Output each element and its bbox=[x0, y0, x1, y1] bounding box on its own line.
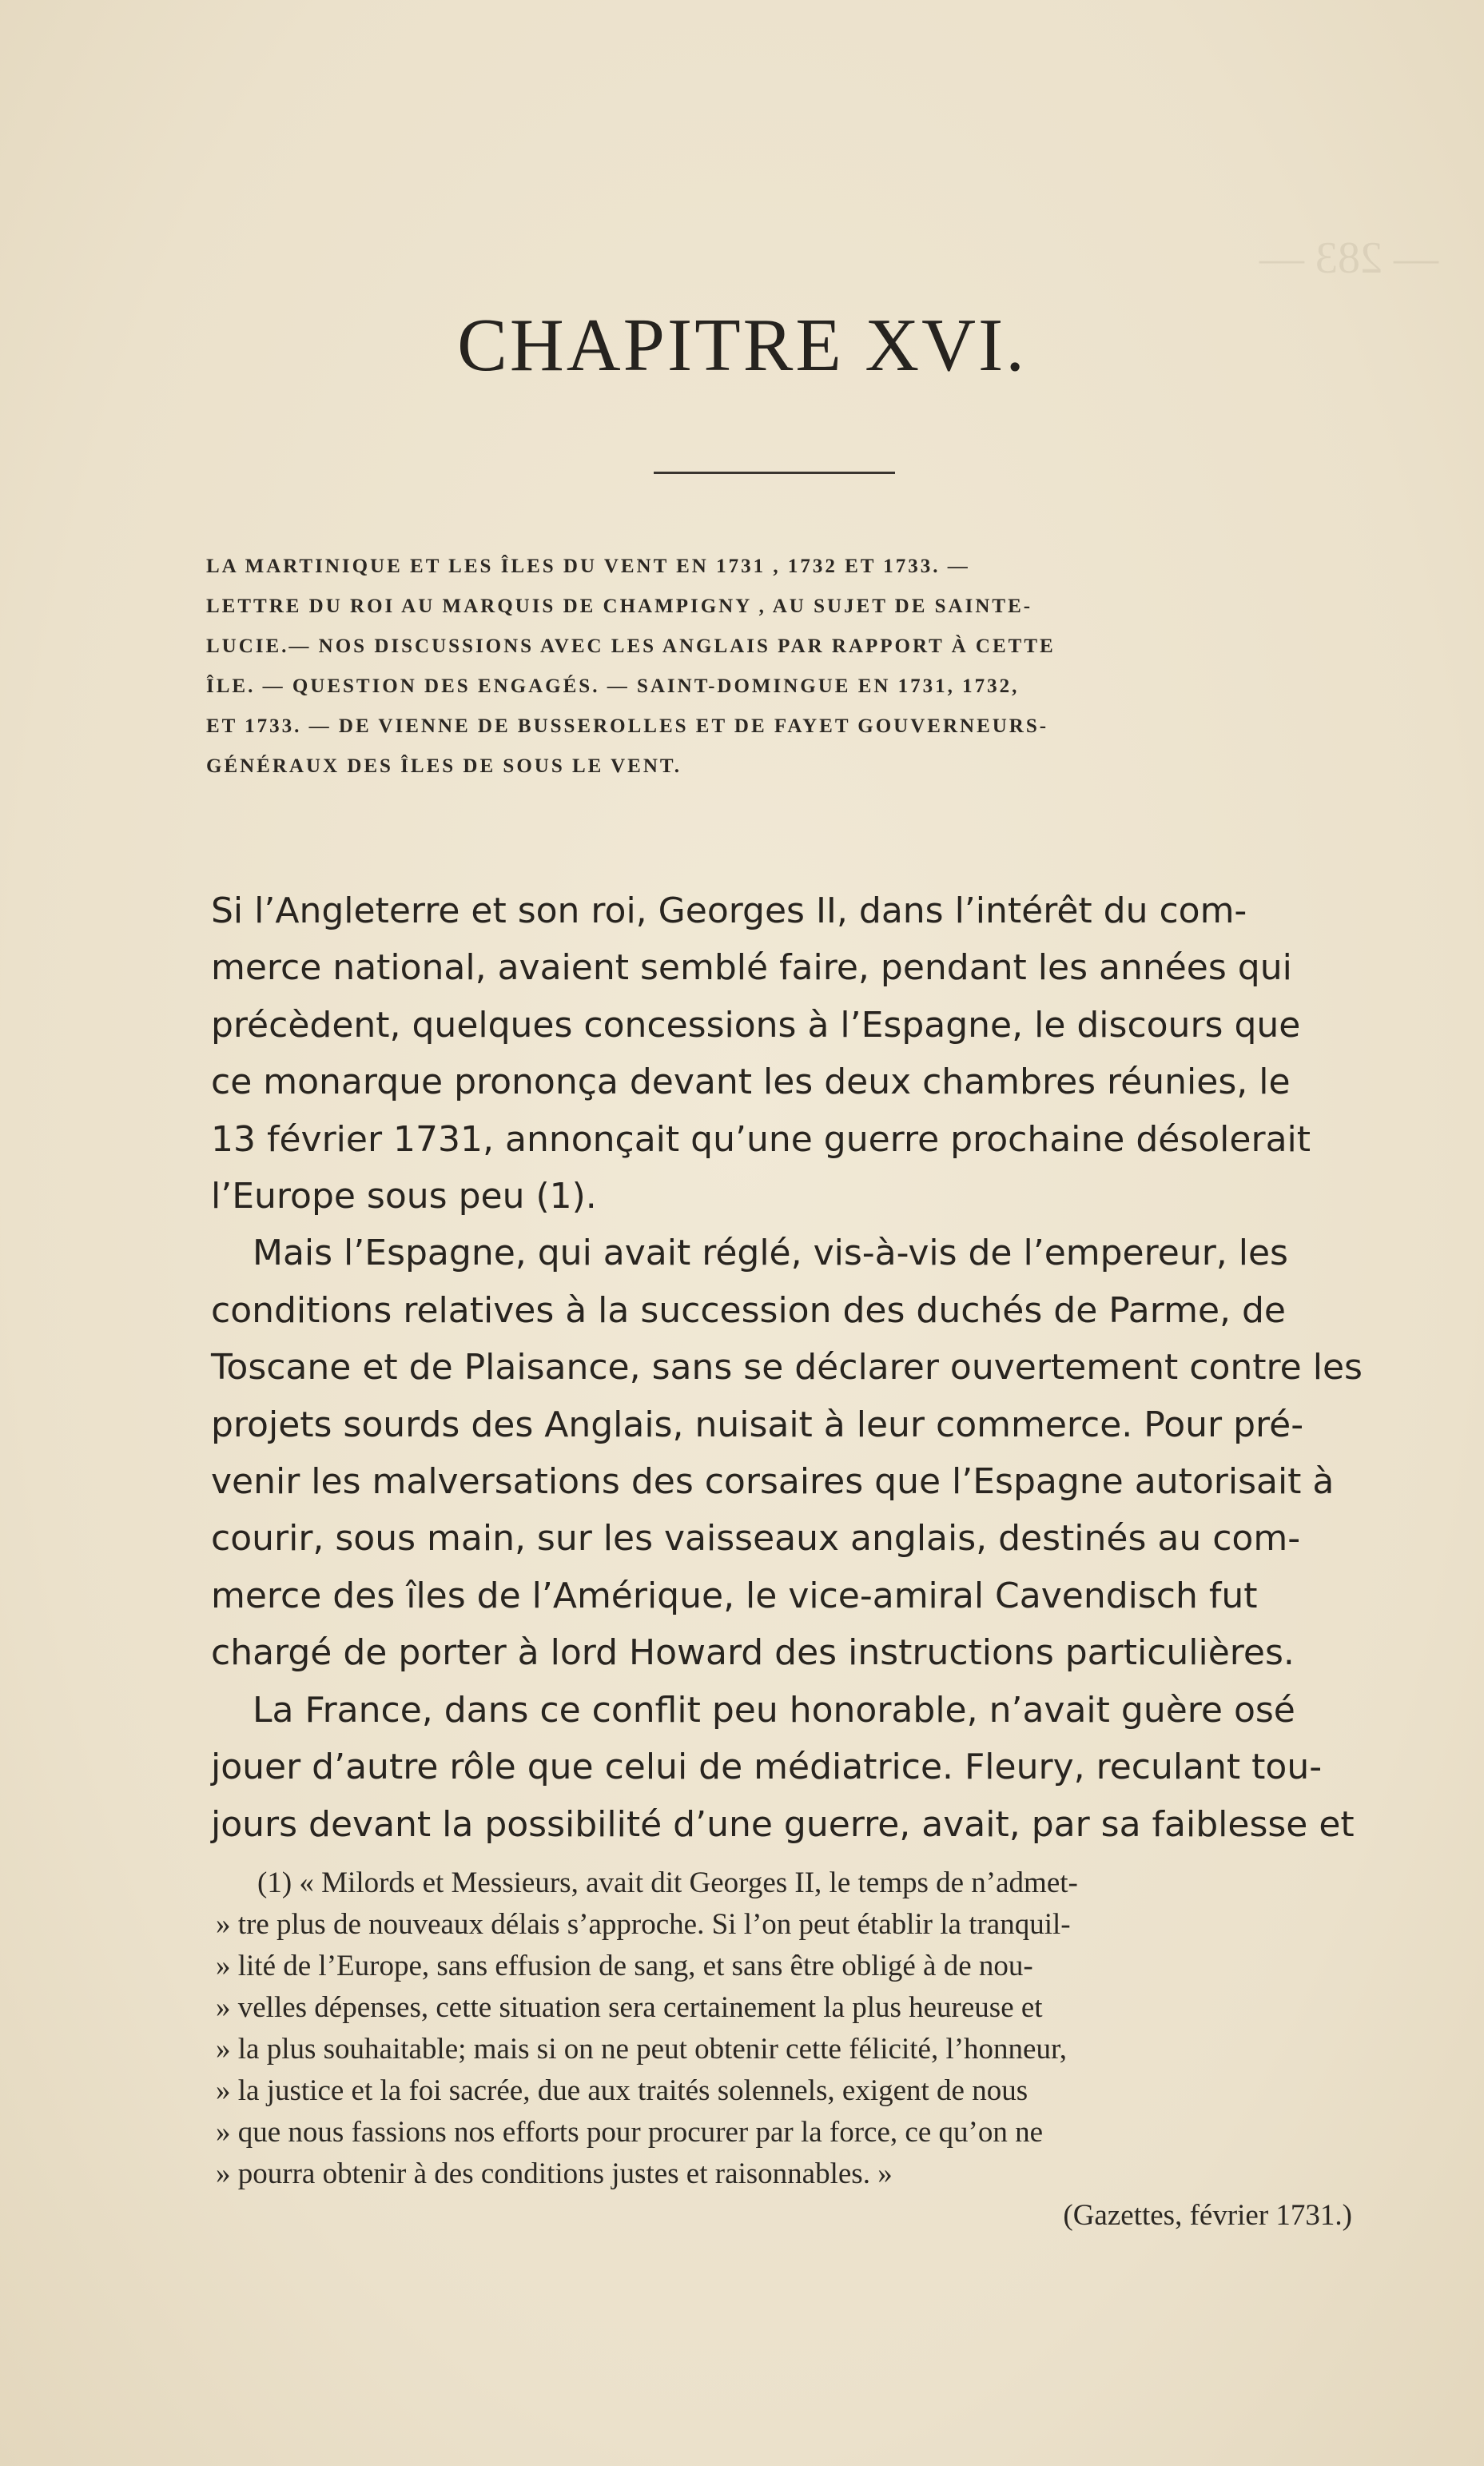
body-line: ce monarque prononça devant les deux chambres réunies, le bbox=[211, 1062, 1291, 1103]
footnote-line: » la justice et la foi sacrée, due aux traités solennels, exigent de nous bbox=[216, 2074, 1028, 2107]
body-line: projets sourds des Anglais, nuisait à leur commerce. Pour pré- bbox=[211, 1404, 1304, 1445]
body-text bbox=[211, 882, 1363, 1853]
body-line: jouer d’autre rôle que celui de médiatrice. Fleury, reculant tou- bbox=[211, 1747, 1323, 1788]
body-line: venir les malversations des corsaires que l’Espagne autorisait à bbox=[211, 1461, 1335, 1503]
footnote-line: » la plus souhaitable; mais si on ne peut obtenir cette félicité, l’honneur, bbox=[216, 2033, 1068, 2066]
footnote-line: » velles dépenses, cette situation sera certainement la plus heureuse et bbox=[216, 1991, 1043, 2024]
body-line: Mais l’Espagne, qui avait réglé, vis-à-vis de l’empereur, les bbox=[253, 1233, 1288, 1274]
footnote-line: (1) « Milords et Messieurs, avait dit Georges II, le temps de n’admet- bbox=[257, 1866, 1078, 1899]
bleed-through-text: — 283 — bbox=[1259, 233, 1438, 283]
body-line: La France, dans ce conflit peu honorable, n’avait guère osé bbox=[253, 1689, 1295, 1731]
summary-line: ET 1733. — DE VIENNE DE BUSSEROLLES ET DE FAYET GOUVERNEURS- bbox=[206, 715, 1049, 737]
body-line: courir, sous main, sur les vaisseaux anglais, destinés au com- bbox=[211, 1518, 1301, 1560]
body-line: 13 février 1731, annonçait qu’une guerre prochaine désolerait bbox=[211, 1118, 1311, 1160]
footnote bbox=[216, 1862, 1360, 2237]
footnote-line: » lité de l’Europe, sans effusion de sang, et sans être obligé à de nou- bbox=[216, 1950, 1033, 1982]
summary-line: LUCIE.— NOS DISCUSSIONS AVEC LES ANGLAIS PAR RAPPORT À CETTE bbox=[206, 635, 1056, 657]
chapter-title: CHAPITRE XVI. bbox=[457, 304, 1027, 387]
summary-line: GÉNÉRAUX DES ÎLES DE SOUS LE VENT. bbox=[206, 755, 682, 777]
body-line: jours devant la possibilité d’une guerre, avait, par sa faiblesse et bbox=[211, 1803, 1355, 1845]
footnote-line: » pourra obtenir à des conditions justes et raisonnables. » bbox=[216, 2157, 893, 2190]
title-divider bbox=[654, 472, 895, 474]
summary-line: ÎLE. — QUESTION DES ENGAGÉS. — SAINT-DOMINGUE EN 1731, 1732, bbox=[206, 675, 1020, 697]
body-line: merce des îles de l’Amérique, le vice-amiral Cavendisch fut bbox=[211, 1575, 1258, 1616]
summary-line: LETTRE DU ROI AU MARQUIS DE CHAMPIGNY , AU SUJET DE SAINTE- bbox=[206, 596, 1033, 617]
body-line: précèdent, quelques concessions à l’Espagne, le discours que bbox=[211, 1004, 1301, 1046]
footnote-line: » que nous fassions nos efforts pour procurer par la force, ce qu’on ne bbox=[216, 2116, 1043, 2149]
body-line: Si l’Angleterre et son roi, Georges II, dans l’intérêt du com- bbox=[211, 890, 1247, 931]
footnote-source: (Gazettes, février 1731.) bbox=[1063, 2199, 1352, 2232]
body-line: l’Europe sous peu (1). bbox=[211, 1176, 597, 1217]
footnote-line: » tre plus de nouveaux délais s’approche. Si l’on peut établir la tranquil- bbox=[216, 1908, 1071, 1941]
body-line: Toscane et de Plaisance, sans se déclarer ouvertement contre les bbox=[211, 1347, 1363, 1388]
body-line: conditions relatives à la succession des duchés de Parme, de bbox=[211, 1289, 1286, 1331]
body-line: merce national, avaient semblé faire, pendant les années qui bbox=[211, 947, 1292, 989]
chapter-summary bbox=[206, 547, 1357, 787]
summary-line: LA MARTINIQUE ET LES ÎLES DU VENT EN 1731 , 1732 ET 1733. — bbox=[206, 556, 970, 577]
body-line: chargé de porter à lord Howard des instructions particulières. bbox=[211, 1632, 1295, 1674]
